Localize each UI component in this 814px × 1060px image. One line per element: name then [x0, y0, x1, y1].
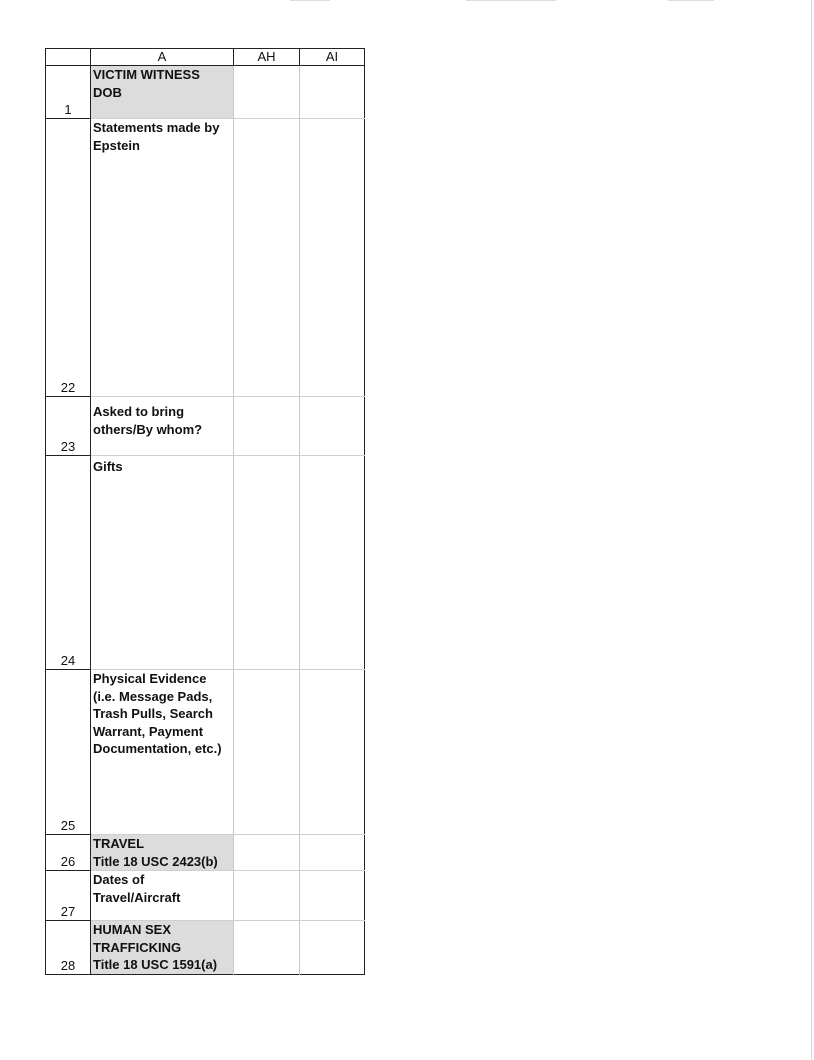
row-label: VICTIM WITNESS DOB: [93, 67, 200, 100]
column-header-ai[interactable]: AI: [300, 49, 365, 66]
cell-a-label[interactable]: [91, 397, 234, 456]
row-number[interactable]: [46, 871, 91, 921]
table-row: [46, 871, 365, 921]
cell-ai[interactable]: [300, 397, 365, 456]
scan-page-edge: [811, 0, 812, 1060]
row-number-label: 1: [64, 102, 72, 117]
row-number-label: 26: [60, 854, 76, 869]
spreadsheet-table: [45, 48, 365, 975]
row-number-label: 22: [60, 380, 76, 395]
column-header-a[interactable]: A: [91, 49, 234, 66]
row-number-label: 23: [60, 439, 76, 454]
row-number[interactable]: [46, 456, 91, 670]
row-number[interactable]: [46, 670, 91, 835]
cell-ai[interactable]: [300, 66, 365, 119]
table-row: [46, 397, 365, 456]
column-header-ah[interactable]: AH: [234, 49, 300, 66]
row-label: TRAVEL Title 18 USC 2423(b): [93, 836, 218, 869]
cell-ah[interactable]: [234, 66, 300, 119]
cell-a-label[interactable]: [91, 456, 234, 670]
cell-a-label[interactable]: [91, 871, 234, 921]
cell-ah[interactable]: [234, 835, 300, 871]
row-number[interactable]: [46, 66, 91, 119]
table-row: [46, 835, 365, 871]
corner-cell[interactable]: [46, 49, 91, 66]
column-header-row: [46, 49, 365, 66]
row-label: Physical Evidence (i.e. Message Pads, Trash Pulls, Search Warrant, Payment Documentation, etc.): [93, 671, 222, 756]
table-row: [46, 66, 365, 119]
cell-ai[interactable]: [300, 871, 365, 921]
cell-ah[interactable]: [234, 397, 300, 456]
cell-a-label[interactable]: [91, 119, 234, 397]
table-row: [46, 921, 365, 975]
row-number-label: 24: [60, 653, 76, 668]
row-number[interactable]: [46, 921, 91, 975]
cell-ah[interactable]: [234, 670, 300, 835]
row-number[interactable]: [46, 397, 91, 456]
cell-a-label[interactable]: [91, 921, 234, 975]
cell-ai[interactable]: [300, 456, 365, 670]
cell-ah[interactable]: [234, 871, 300, 921]
table-row: [46, 456, 365, 670]
row-label: Dates of Travel/Aircraft: [93, 872, 181, 905]
row-label: Statements made by Epstein: [93, 120, 220, 153]
scan-mark: [466, 0, 556, 1]
scan-mark: [290, 0, 330, 1]
cell-a-label[interactable]: [91, 66, 234, 119]
scan-mark: [668, 0, 714, 1]
table-row: [46, 119, 365, 397]
row-number-label: 25: [60, 818, 76, 833]
row-label: Asked to bring others/By whom?: [93, 404, 203, 437]
cell-ah[interactable]: [234, 119, 300, 397]
row-number[interactable]: [46, 835, 91, 871]
row-number-label: 28: [60, 957, 76, 973]
table-row: [46, 670, 365, 835]
row-label: Gifts: [93, 459, 123, 474]
row-number[interactable]: [46, 119, 91, 397]
row-number-label: 27: [60, 904, 76, 919]
cell-ai[interactable]: [300, 835, 365, 871]
cell-ai[interactable]: [300, 119, 365, 397]
row-label: HUMAN SEX TRAFFICKING Title 18 USC 1591(a): [93, 922, 218, 972]
cell-ai[interactable]: [300, 670, 365, 835]
cell-ai[interactable]: [300, 921, 365, 975]
cell-ah[interactable]: [234, 921, 300, 975]
cell-ah[interactable]: [234, 456, 300, 670]
cell-a-label[interactable]: [91, 835, 234, 871]
cell-a-label[interactable]: [91, 670, 234, 835]
